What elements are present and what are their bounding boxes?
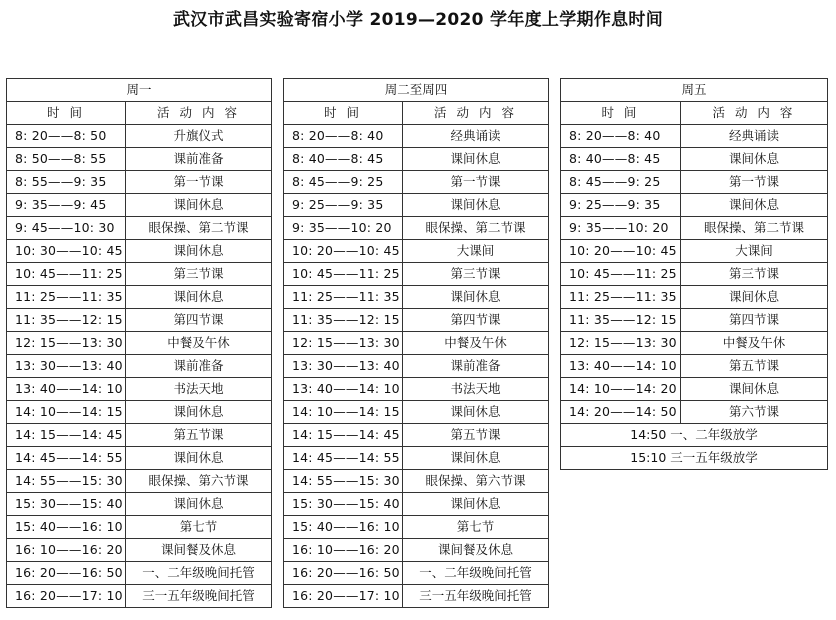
day-header: 周五 — [561, 79, 828, 102]
table-row — [7, 539, 272, 562]
activity-cell: 课间餐及休息 — [126, 539, 272, 562]
time-cell: 16: 20——16: 50 — [7, 562, 126, 585]
activity-cell: 大课间 — [680, 240, 827, 263]
activity-cell: 眼保操、第六节课 — [126, 470, 272, 493]
activity-cell: 课间休息 — [126, 286, 272, 309]
table-row — [284, 125, 549, 148]
activity-cell: 课间休息 — [403, 194, 549, 217]
activity-cell: 课间休息 — [403, 148, 549, 171]
table-row — [7, 401, 272, 424]
column-header-row — [561, 102, 828, 125]
table-row — [284, 562, 549, 585]
dismissal-cell: 14:50 一、二年级放学 — [561, 424, 828, 447]
table-row — [284, 263, 549, 286]
time-cell: 10: 45——11: 25 — [561, 263, 681, 286]
table-row — [7, 286, 272, 309]
column-header-row — [284, 102, 549, 125]
activity-cell: 第六节课 — [680, 401, 827, 424]
time-cell: 14: 45——14: 55 — [7, 447, 126, 470]
page-title: 武汉市武昌实验寄宿小学 2019—2020 学年度上学期作息时间 — [172, 10, 664, 30]
table-row — [284, 585, 549, 608]
table-row — [7, 470, 272, 493]
table-row — [284, 539, 549, 562]
dismissal-row — [561, 447, 828, 470]
activity-cell: 课间休息 — [126, 194, 272, 217]
time-cell: 16: 10——16: 20 — [7, 539, 126, 562]
activity-cell: 中餐及午休 — [403, 332, 549, 355]
activity-cell: 第三节课 — [126, 263, 272, 286]
time-cell: 12: 15——13: 30 — [561, 332, 681, 355]
activity-column-header: 活 动 内 容 — [126, 102, 272, 125]
table-row — [561, 332, 828, 355]
time-cell: 8: 55——9: 35 — [7, 171, 126, 194]
activity-cell: 三一五年级晚间托管 — [403, 585, 549, 608]
activity-cell: 第一节课 — [403, 171, 549, 194]
time-column-header: 时 间 — [284, 102, 403, 125]
time-cell: 8: 50——8: 55 — [7, 148, 126, 171]
table-row — [7, 378, 272, 401]
table-row — [7, 171, 272, 194]
table-row — [7, 562, 272, 585]
activity-cell: 第一节课 — [680, 171, 827, 194]
table-row — [7, 516, 272, 539]
time-cell: 11: 25——11: 35 — [561, 286, 681, 309]
time-cell: 8: 45——9: 25 — [284, 171, 403, 194]
activity-cell: 课间休息 — [126, 401, 272, 424]
time-cell: 16: 10——16: 20 — [284, 539, 403, 562]
time-cell: 8: 40——8: 45 — [284, 148, 403, 171]
activity-cell: 第四节课 — [680, 309, 827, 332]
activity-cell: 第五节课 — [680, 355, 827, 378]
activity-cell: 第四节课 — [126, 309, 272, 332]
table-row — [284, 493, 549, 516]
table-row — [284, 401, 549, 424]
time-cell: 8: 20——8: 40 — [561, 125, 681, 148]
time-cell: 9: 35——10: 20 — [561, 217, 681, 240]
time-cell: 13: 30——13: 40 — [7, 355, 126, 378]
table-row — [284, 470, 549, 493]
activity-cell: 一、二年级晚间托管 — [403, 562, 549, 585]
table-row — [7, 332, 272, 355]
activity-cell: 第五节课 — [126, 424, 272, 447]
day-header: 周一 — [7, 79, 272, 102]
dismissal-cell: 15:10 三一五年级放学 — [561, 447, 828, 470]
table-row — [561, 240, 828, 263]
activity-cell: 课间休息 — [403, 447, 549, 470]
time-cell: 11: 25——11: 35 — [7, 286, 126, 309]
table-row — [561, 309, 828, 332]
table-row — [561, 355, 828, 378]
activity-cell: 课间餐及休息 — [403, 539, 549, 562]
activity-cell: 课间休息 — [126, 240, 272, 263]
activity-cell: 升旗仪式 — [126, 125, 272, 148]
time-cell: 9: 35——9: 45 — [7, 194, 126, 217]
time-cell: 14: 10——14: 15 — [7, 401, 126, 424]
table-row — [561, 194, 828, 217]
table-row — [7, 217, 272, 240]
activity-cell: 中餐及午休 — [126, 332, 272, 355]
time-cell: 15: 40——16: 10 — [7, 516, 126, 539]
table-row — [7, 447, 272, 470]
time-cell: 8: 40——8: 45 — [561, 148, 681, 171]
friday-schedule-table — [560, 78, 828, 470]
table-row — [284, 240, 549, 263]
activity-cell: 课前准备 — [126, 355, 272, 378]
time-cell: 13: 40——14: 10 — [284, 378, 403, 401]
table-row — [284, 148, 549, 171]
time-cell: 11: 35——12: 15 — [561, 309, 681, 332]
day-header-row — [7, 79, 272, 102]
time-column-header: 时 间 — [561, 102, 681, 125]
column-header-row — [7, 102, 272, 125]
table-row — [7, 585, 272, 608]
activity-cell: 第三节课 — [403, 263, 549, 286]
table-row — [284, 447, 549, 470]
table-row — [7, 148, 272, 171]
time-cell: 10: 30——10: 45 — [7, 240, 126, 263]
tue-thu-schedule-table — [283, 78, 549, 608]
activity-cell: 课间休息 — [403, 286, 549, 309]
table-row — [7, 493, 272, 516]
activity-cell: 经典诵读 — [403, 125, 549, 148]
table-row — [7, 309, 272, 332]
activity-cell: 大课间 — [403, 240, 549, 263]
time-cell: 15: 30——15: 40 — [7, 493, 126, 516]
time-cell: 11: 35——12: 15 — [7, 309, 126, 332]
table-row — [561, 263, 828, 286]
activity-cell: 眼保操、第二节课 — [680, 217, 827, 240]
activity-cell: 第一节课 — [126, 171, 272, 194]
time-cell: 16: 20——16: 50 — [284, 562, 403, 585]
time-cell: 16: 20——17: 10 — [284, 585, 403, 608]
activity-cell: 课间休息 — [126, 447, 272, 470]
table-row — [284, 355, 549, 378]
activity-cell: 中餐及午休 — [680, 332, 827, 355]
time-cell: 15: 40——16: 10 — [284, 516, 403, 539]
activity-cell: 第四节课 — [403, 309, 549, 332]
table-row — [284, 516, 549, 539]
time-cell: 9: 25——9: 35 — [284, 194, 403, 217]
activity-cell: 书法天地 — [126, 378, 272, 401]
activity-column-header: 活 动 内 容 — [680, 102, 827, 125]
time-cell: 8: 45——9: 25 — [561, 171, 681, 194]
table-row — [7, 263, 272, 286]
table-row — [284, 309, 549, 332]
activity-cell: 课间休息 — [680, 378, 827, 401]
dismissal-row — [561, 424, 828, 447]
activity-cell: 第五节课 — [403, 424, 549, 447]
activity-cell: 课间休息 — [680, 194, 827, 217]
table-row — [284, 171, 549, 194]
table-row — [561, 401, 828, 424]
table-row — [561, 148, 828, 171]
table-row — [7, 194, 272, 217]
table-row — [7, 355, 272, 378]
time-cell: 11: 35——12: 15 — [284, 309, 403, 332]
table-row — [7, 424, 272, 447]
monday-schedule-table — [6, 78, 272, 608]
activity-cell: 眼保操、第六节课 — [403, 470, 549, 493]
time-cell: 8: 20——8: 50 — [7, 125, 126, 148]
activity-cell: 课间休息 — [403, 493, 549, 516]
day-header-row — [284, 79, 549, 102]
time-cell: 9: 45——10: 30 — [7, 217, 126, 240]
time-cell: 14: 10——14: 15 — [284, 401, 403, 424]
activity-cell: 课间休息 — [403, 401, 549, 424]
table-row — [561, 286, 828, 309]
activity-cell: 第三节课 — [680, 263, 827, 286]
time-cell: 14: 20——14: 50 — [561, 401, 681, 424]
time-cell: 10: 20——10: 45 — [561, 240, 681, 263]
activity-cell: 课间休息 — [680, 148, 827, 171]
table-row — [284, 378, 549, 401]
time-cell: 13: 40——14: 10 — [561, 355, 681, 378]
activity-cell: 课间休息 — [126, 493, 272, 516]
table-row — [7, 240, 272, 263]
time-cell: 12: 15——13: 30 — [284, 332, 403, 355]
activity-cell: 课间休息 — [680, 286, 827, 309]
time-cell: 8: 20——8: 40 — [284, 125, 403, 148]
day-header-row — [561, 79, 828, 102]
table-row — [284, 332, 549, 355]
table-row — [561, 217, 828, 240]
table-row — [284, 424, 549, 447]
activity-cell: 第七节 — [403, 516, 549, 539]
activity-cell: 课前准备 — [403, 355, 549, 378]
time-cell: 14: 15——14: 45 — [7, 424, 126, 447]
time-cell: 11: 25——11: 35 — [284, 286, 403, 309]
table-row — [561, 171, 828, 194]
activity-cell: 经典诵读 — [680, 125, 827, 148]
table-row — [7, 125, 272, 148]
activity-column-header: 活 动 内 容 — [403, 102, 549, 125]
time-cell: 10: 45——11: 25 — [7, 263, 126, 286]
time-cell: 13: 30——13: 40 — [284, 355, 403, 378]
time-cell: 9: 35——10: 20 — [284, 217, 403, 240]
time-cell: 16: 20——17: 10 — [7, 585, 126, 608]
activity-cell: 眼保操、第二节课 — [126, 217, 272, 240]
table-row — [561, 125, 828, 148]
time-cell: 10: 20——10: 45 — [284, 240, 403, 263]
time-cell: 14: 55——15: 30 — [7, 470, 126, 493]
day-header: 周二至周四 — [284, 79, 549, 102]
time-cell: 14: 10——14: 20 — [561, 378, 681, 401]
time-cell: 15: 30——15: 40 — [284, 493, 403, 516]
activity-cell: 三一五年级晚间托管 — [126, 585, 272, 608]
table-row — [284, 217, 549, 240]
time-cell: 14: 55——15: 30 — [284, 470, 403, 493]
activity-cell: 眼保操、第二节课 — [403, 217, 549, 240]
table-row — [284, 194, 549, 217]
activity-cell: 书法天地 — [403, 378, 549, 401]
table-row — [561, 378, 828, 401]
table-row — [284, 286, 549, 309]
time-cell: 13: 40——14: 10 — [7, 378, 126, 401]
activity-cell: 课前准备 — [126, 148, 272, 171]
activity-cell: 一、二年级晚间托管 — [126, 562, 272, 585]
time-cell: 9: 25——9: 35 — [561, 194, 681, 217]
time-cell: 14: 15——14: 45 — [284, 424, 403, 447]
time-cell: 14: 45——14: 55 — [284, 447, 403, 470]
time-cell: 10: 45——11: 25 — [284, 263, 403, 286]
activity-cell: 第七节 — [126, 516, 272, 539]
time-cell: 12: 15——13: 30 — [7, 332, 126, 355]
time-column-header: 时 间 — [7, 102, 126, 125]
